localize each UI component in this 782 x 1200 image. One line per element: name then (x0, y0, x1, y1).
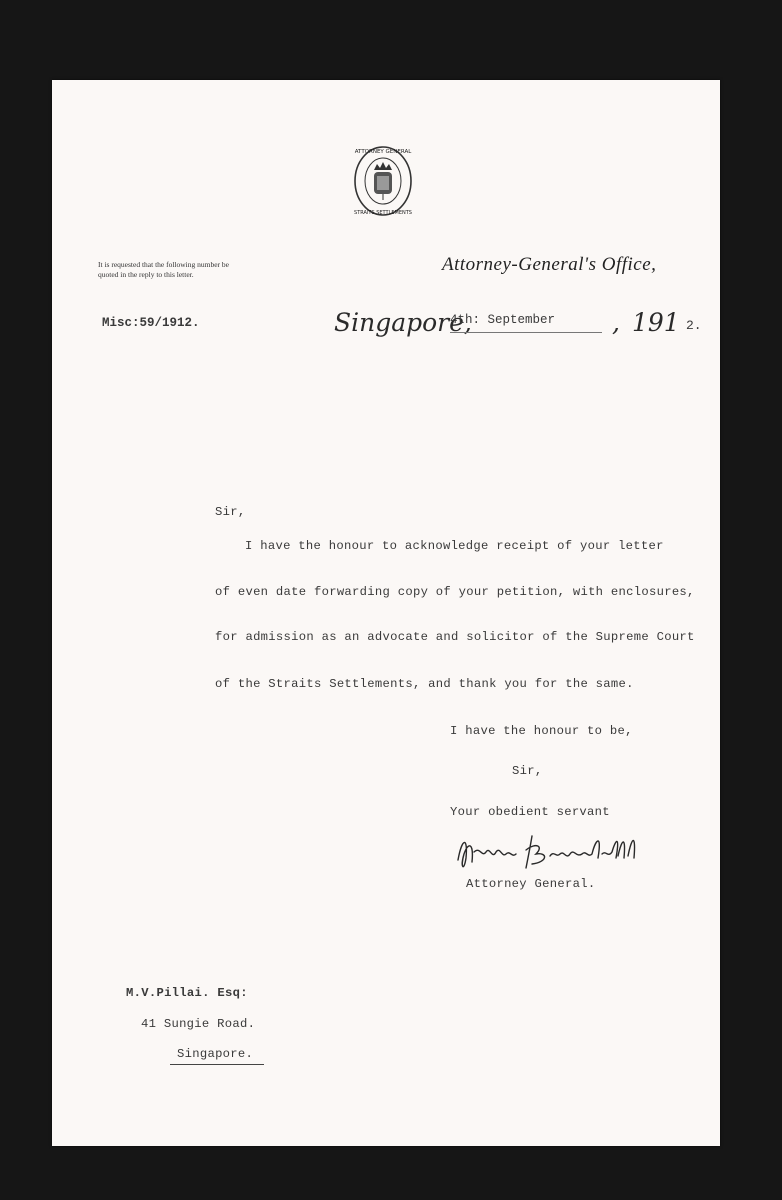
salutation: Sir, (215, 505, 246, 519)
city-underline (170, 1064, 264, 1065)
reference-number: Misc:59/1912. (102, 316, 200, 330)
place-name: Singapore, (334, 308, 472, 337)
addressee-name: M.V.Pillai. Esq: (126, 986, 248, 1000)
handwritten-signature (452, 828, 672, 878)
svg-text:ATTORNEY GENERAL: ATTORNEY GENERAL (354, 149, 412, 155)
addressee-city: Singapore. (177, 1047, 254, 1061)
closing-line: I have the honour to be, (450, 724, 633, 738)
closing-servant: Your obedient servant (450, 805, 610, 819)
year-typed: 2. (686, 318, 702, 333)
body-line: I have the honour to acknowledge receipt of your letter (245, 539, 664, 553)
closing-sir: Sir, (512, 764, 543, 778)
reference-request-note: It is requested that the following number be quoted in the reply to this letter. (98, 260, 230, 279)
signatory-title: Attorney General. (466, 877, 596, 891)
date-comma: , (612, 308, 620, 337)
letter-date: 4th: September (450, 313, 556, 327)
svg-text:STRAITS SETTLEMENTS: STRAITS SETTLEMENTS (354, 210, 412, 216)
office-heading: Attorney-General's Office, (442, 254, 657, 275)
body-line: for admission as an advocate and solicitor of the Supreme Court (215, 630, 695, 644)
addressee-street: 41 Sungie Road. (141, 1017, 256, 1031)
letter-page (52, 80, 720, 1146)
attorney-general-seal (352, 144, 414, 218)
body-line: of even date forwarding copy of your petition, with enclosures, (215, 585, 695, 599)
year-printed: 191 (632, 308, 680, 337)
body-line: of the Straits Settlements, and thank you for the same. (215, 677, 634, 691)
date-rule (450, 332, 602, 333)
